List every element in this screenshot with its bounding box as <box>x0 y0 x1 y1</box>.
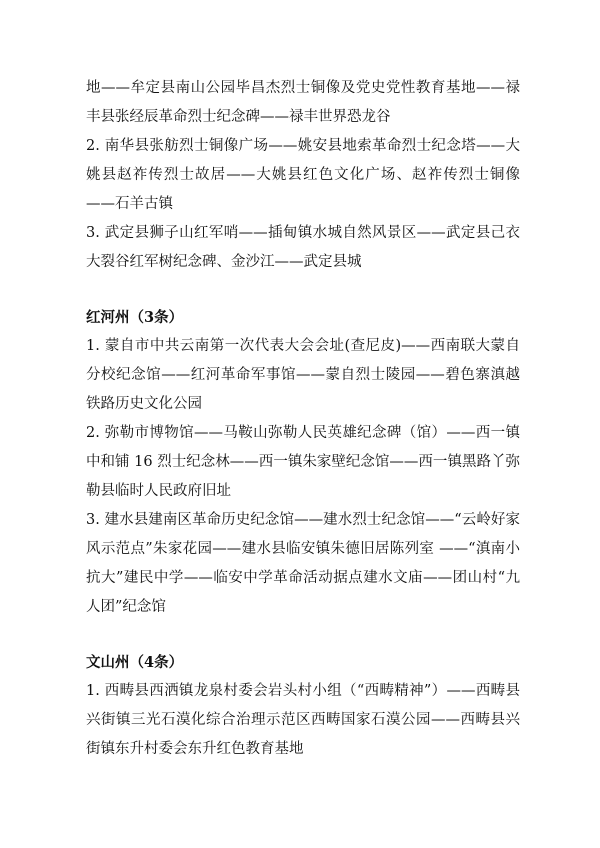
chuxiong-item-2: 2. 南华县张舫烈士铜像广场——姚安县地索革命烈士纪念塔——大姚县赵祚传烈士故居——大姚县红色文化广场、赵祚传烈士铜像——石羊古镇 <box>86 138 520 212</box>
wenshan-item-1: 1. 西畴县西洒镇龙泉村委会岩头村小组（“西畴精神”）——西畴县兴街镇三光石漠化综合治理示范区西畴国家石漠公园——西畴县兴街镇东升村委会东升红色教育基地 <box>86 683 520 757</box>
honghe-item-3: 3. 建水县建南区革命历史纪念馆——建水烈士纪念馆——“云岭好家风示范点”朱家花园——建水县临安镇朱德旧居陈列室 ——“滇南小抗大”建民中学——临安中学革命活动据点建水文庙——团山村“九人团”纪念馆 <box>86 512 520 615</box>
honghe-item-1: 1. 蒙自市中共云南第一次代表大会会址(查尼皮)——西南联大蒙自分校纪念馆——红河革命军事馆——蒙自烈士陵园——碧色寨滇越铁路历史文化公园 <box>86 338 520 412</box>
intro-paragraph: 地——牟定县南山公园毕昌杰烈士铜像及党史党性教育基地——禄丰县张经辰革命烈士纪念碑——禄丰世界恐龙谷 <box>86 80 520 125</box>
document-page <box>86 74 520 764</box>
honghe-item-2: 2. 弥勒市博物馆——马鞍山弥勒人民英雄纪念碑（馆）——西一镇中和铺 16 烈士纪念林——西一镇朱家壁纪念馆——西一镇黑路丫弥勒县临时人民政府旧址 <box>86 425 520 499</box>
honghe-heading: 红河州（3条） <box>86 309 184 326</box>
wenshan-heading: 文山州（4条） <box>86 654 184 671</box>
chuxiong-item-3: 3. 武定县狮子山红军哨——插甸镇水城自然风景区——武定县己衣大裂谷红军树纪念碑、金沙江——武定县城 <box>86 225 520 270</box>
